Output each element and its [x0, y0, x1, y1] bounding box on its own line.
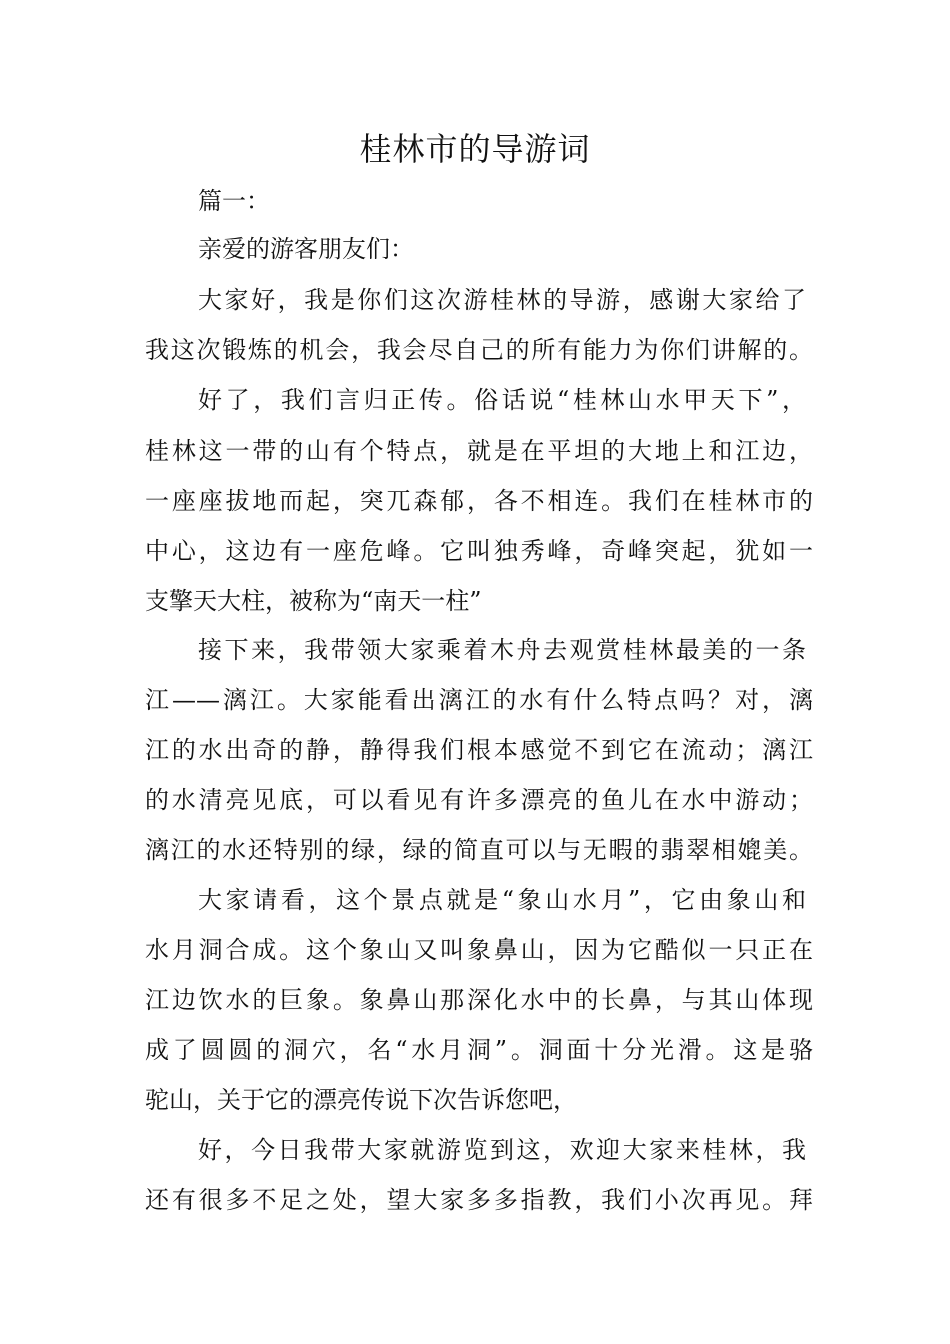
paragraph-line: 大家请看，这个景点就是“象山水月”，它由象山和 [198, 886, 806, 914]
paragraph-line: 桂林这一带的山有个特点，就是在平坦的大地上和江边， [145, 437, 813, 465]
paragraph-line: 我这次锻炼的机会，我会尽自己的所有能力为你们讲解的。 [145, 336, 813, 364]
paragraph-line: 江——漓江。大家能看出漓江的水有什么特点吗？对，漓 [145, 686, 813, 714]
greeting-line: 亲爱的游客朋友们： [198, 235, 414, 263]
paragraph-line: 驼山，关于它的漂亮传说下次告诉您吧， [145, 1086, 577, 1114]
paragraph-line: 好了，我们言归正传。俗话说“桂林山水甲天下”， [198, 386, 806, 414]
section-heading: 篇一： [198, 187, 270, 215]
paragraph-line: 还有很多不足之处，望大家多多指教，我们小次再见。拜 [145, 1186, 813, 1214]
paragraph-line: 接下来，我带领大家乘着木舟去观赏桂林最美的一条 [198, 636, 806, 664]
paragraph-line: 江的水出奇的静，静得我们根本感觉不到它在流动；漓江 [145, 736, 813, 764]
paragraph-line: 成了圆圆的洞穴，名“水月洞”。洞面十分光滑。这是骆 [145, 1036, 813, 1064]
paragraph-line: 漓江的水还特别的绿，绿的简直可以与无暇的翡翠相媲美。 [145, 836, 813, 864]
paragraph-line: 江边饮水的巨象。象鼻山那深化水中的长鼻，与其山体现 [145, 986, 813, 1014]
paragraph-line: 大家好，我是你们这次游桂林的导游，感谢大家给了 [198, 286, 806, 314]
paragraph-line: 好，今日我带大家就游览到这，欢迎大家来桂林，我 [198, 1136, 806, 1164]
paragraph-line: 支擎天大柱，被称为“南天一柱” [145, 587, 482, 615]
paragraph-line: 一座座拔地而起，突兀森郁，各不相连。我们在桂林市的 [145, 487, 813, 515]
document-title: 桂林市的导游词 [359, 130, 591, 168]
paragraph-line: 水月洞合成。这个象山又叫象鼻山，因为它酷似一只正在 [145, 936, 813, 964]
paragraph-line: 的水清亮见底，可以看见有许多漂亮的鱼儿在水中游动； [145, 786, 813, 814]
paragraph-line: 中心，这边有一座危峰。它叫独秀峰，奇峰突起，犹如一 [145, 537, 813, 565]
